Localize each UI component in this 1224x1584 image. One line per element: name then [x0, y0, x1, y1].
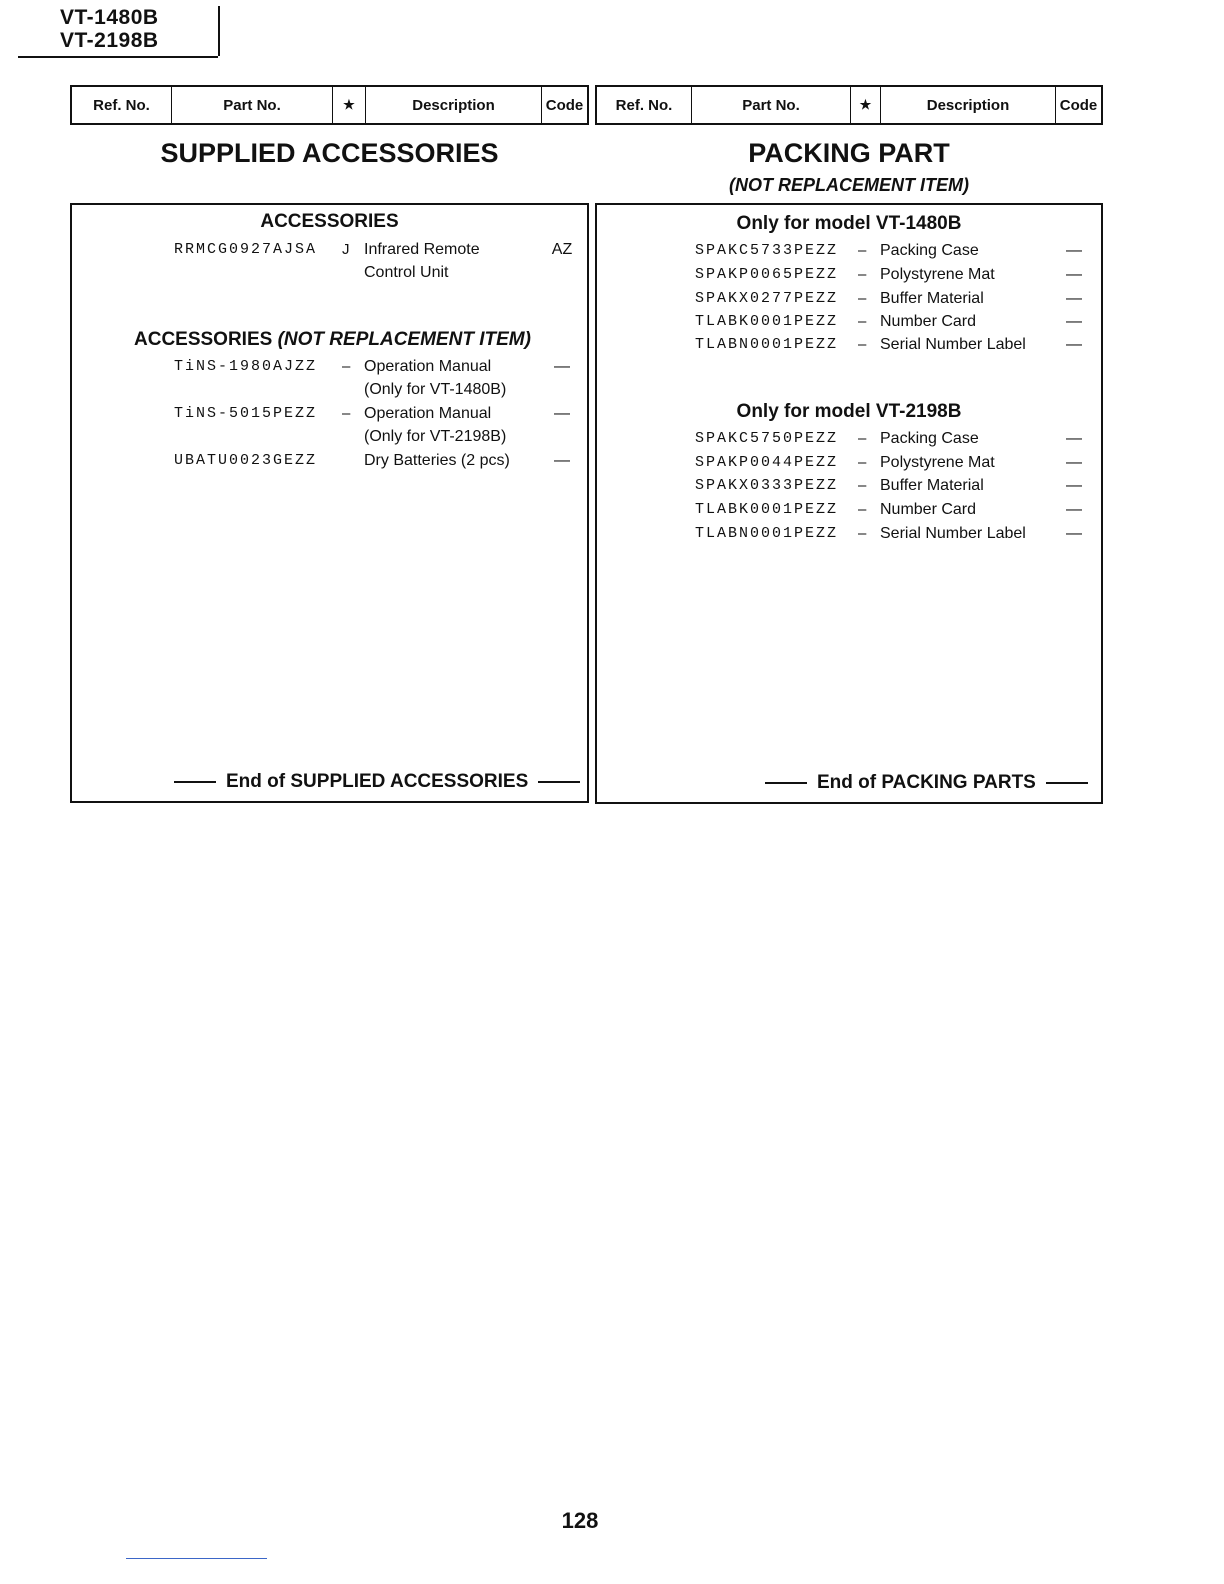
table-header-left	[70, 85, 589, 125]
part-number: RRMCG0927AJSA	[174, 241, 318, 258]
group-title: Only for model VT-2198B	[736, 401, 962, 422]
group-title-suffix: (NOT REPLACEMENT ITEM)	[277, 329, 531, 350]
packing-part-box	[595, 203, 1103, 804]
row-code: AZ	[551, 241, 573, 258]
table-row	[695, 310, 1095, 333]
end-dash	[538, 781, 580, 783]
section-subtitle-packing: (NOT REPLACEMENT ITEM)	[729, 175, 969, 195]
model-name: VT-1480B	[60, 6, 159, 29]
row-mark: –	[342, 358, 351, 375]
row-description: Number Card	[880, 313, 977, 330]
col-ref-no: Ref. No.	[597, 87, 692, 123]
table-row	[695, 333, 1095, 356]
row-description: Polystyrene Mat	[880, 266, 995, 283]
table-row	[695, 239, 1095, 262]
part-number: TiNS-1980AJZZ	[174, 358, 318, 375]
model-name: VT-2198B	[60, 29, 159, 52]
row-description: Packing Case	[880, 430, 979, 447]
row-mark: –	[858, 430, 867, 447]
section-title-packing: PACKING PART	[748, 138, 950, 168]
part-number: TLABN0001PEZZ	[695, 525, 839, 542]
row-mark: –	[342, 405, 351, 422]
table-row	[174, 402, 584, 425]
row-mark: –	[858, 454, 867, 471]
col-ref-no: Ref. No.	[72, 87, 172, 123]
row-mark: –	[858, 290, 867, 307]
row-description: Number Card	[880, 501, 977, 518]
row-description: Control Unit	[364, 264, 449, 281]
table-row	[695, 287, 1095, 310]
table-row	[695, 451, 1095, 474]
row-description: Dry Batteries (2 pcs)	[364, 452, 510, 469]
row-mark: J	[342, 241, 350, 258]
row-code: —	[1066, 266, 1082, 283]
table-row	[695, 474, 1095, 497]
row-code: —	[1066, 313, 1082, 330]
end-text: End of PACKING PARTS	[817, 772, 1036, 793]
group-title: Only for model VT-1480B	[736, 213, 962, 234]
table-row	[695, 263, 1095, 286]
col-star: ★	[851, 87, 881, 123]
end-of-section	[174, 771, 590, 793]
row-mark: –	[858, 266, 867, 283]
row-code: —	[1066, 336, 1082, 353]
table-row-continued	[174, 425, 584, 448]
table-row-continued	[174, 261, 584, 284]
end-dash	[174, 781, 216, 783]
row-code: —	[1066, 525, 1082, 542]
table-header-right	[595, 85, 1103, 125]
table-row	[695, 498, 1095, 521]
end-of-section	[765, 772, 1098, 794]
row-code: —	[554, 358, 570, 375]
part-number: SPAKP0065PEZZ	[695, 266, 839, 283]
group-title: ACCESSORIES	[260, 211, 399, 232]
part-number: TLABK0001PEZZ	[695, 501, 839, 518]
row-description: (Only for VT-1480B)	[364, 381, 507, 398]
part-number: SPAKP0044PEZZ	[695, 454, 839, 471]
row-code: —	[1066, 501, 1082, 518]
part-number: TLABN0001PEZZ	[695, 336, 839, 353]
part-number: UBATU0023GEZZ	[174, 452, 318, 469]
row-code: —	[1066, 477, 1082, 494]
row-description: Serial Number Label	[880, 525, 1026, 542]
row-code: —	[1066, 454, 1082, 471]
row-description: Polystyrene Mat	[880, 454, 995, 471]
col-part-no: Part No.	[692, 87, 851, 123]
row-description: Operation Manual	[364, 358, 492, 375]
model-header	[60, 6, 220, 56]
part-number: SPAKX0277PEZZ	[695, 290, 839, 307]
part-number: SPAKC5733PEZZ	[695, 242, 839, 259]
part-number: SPAKC5750PEZZ	[695, 430, 839, 447]
row-mark: –	[858, 242, 867, 259]
row-description: Operation Manual	[364, 405, 492, 422]
col-code: Code	[1059, 96, 1098, 114]
row-description: Buffer Material	[880, 477, 984, 494]
row-mark: –	[858, 525, 867, 542]
table-row-continued	[174, 378, 584, 401]
col-description: Description	[366, 87, 542, 123]
col-code: Code	[545, 96, 584, 114]
supplied-accessories-box	[70, 203, 589, 803]
table-row	[174, 355, 584, 378]
footer-rule	[126, 1558, 267, 1559]
row-description: Buffer Material	[880, 290, 984, 307]
end-text: End of SUPPLIED ACCESSORIES	[226, 771, 529, 792]
header-rule	[18, 56, 218, 58]
table-row	[174, 449, 584, 472]
row-code: —	[1066, 430, 1082, 447]
page-number: 128	[561, 1508, 599, 1533]
col-star: ★	[333, 87, 366, 123]
end-dash	[765, 782, 807, 784]
row-description: (Only for VT-2198B)	[364, 428, 507, 445]
table-row	[695, 427, 1095, 450]
row-mark: –	[858, 336, 867, 353]
table-row	[695, 522, 1095, 545]
row-code: —	[1066, 242, 1082, 259]
group-title-prefix: ACCESSORIES	[134, 329, 273, 350]
table-row	[174, 238, 584, 261]
row-code: —	[1066, 290, 1082, 307]
row-mark: –	[858, 501, 867, 518]
section-title-supplied: SUPPLIED ACCESSORIES	[160, 138, 499, 168]
col-part-no: Part No.	[172, 87, 333, 123]
row-mark: –	[858, 313, 867, 330]
row-code: —	[554, 405, 570, 422]
part-number: SPAKX0333PEZZ	[695, 477, 839, 494]
part-number: TiNS-5015PEZZ	[174, 405, 318, 422]
row-description: Serial Number Label	[880, 336, 1026, 353]
row-description: Infrared Remote	[364, 241, 480, 258]
part-number: TLABK0001PEZZ	[695, 313, 839, 330]
group-title	[134, 329, 531, 351]
col-description: Description	[881, 87, 1056, 123]
row-description: Packing Case	[880, 242, 979, 259]
row-code: —	[554, 452, 570, 469]
end-dash	[1046, 782, 1088, 784]
row-mark: –	[858, 477, 867, 494]
